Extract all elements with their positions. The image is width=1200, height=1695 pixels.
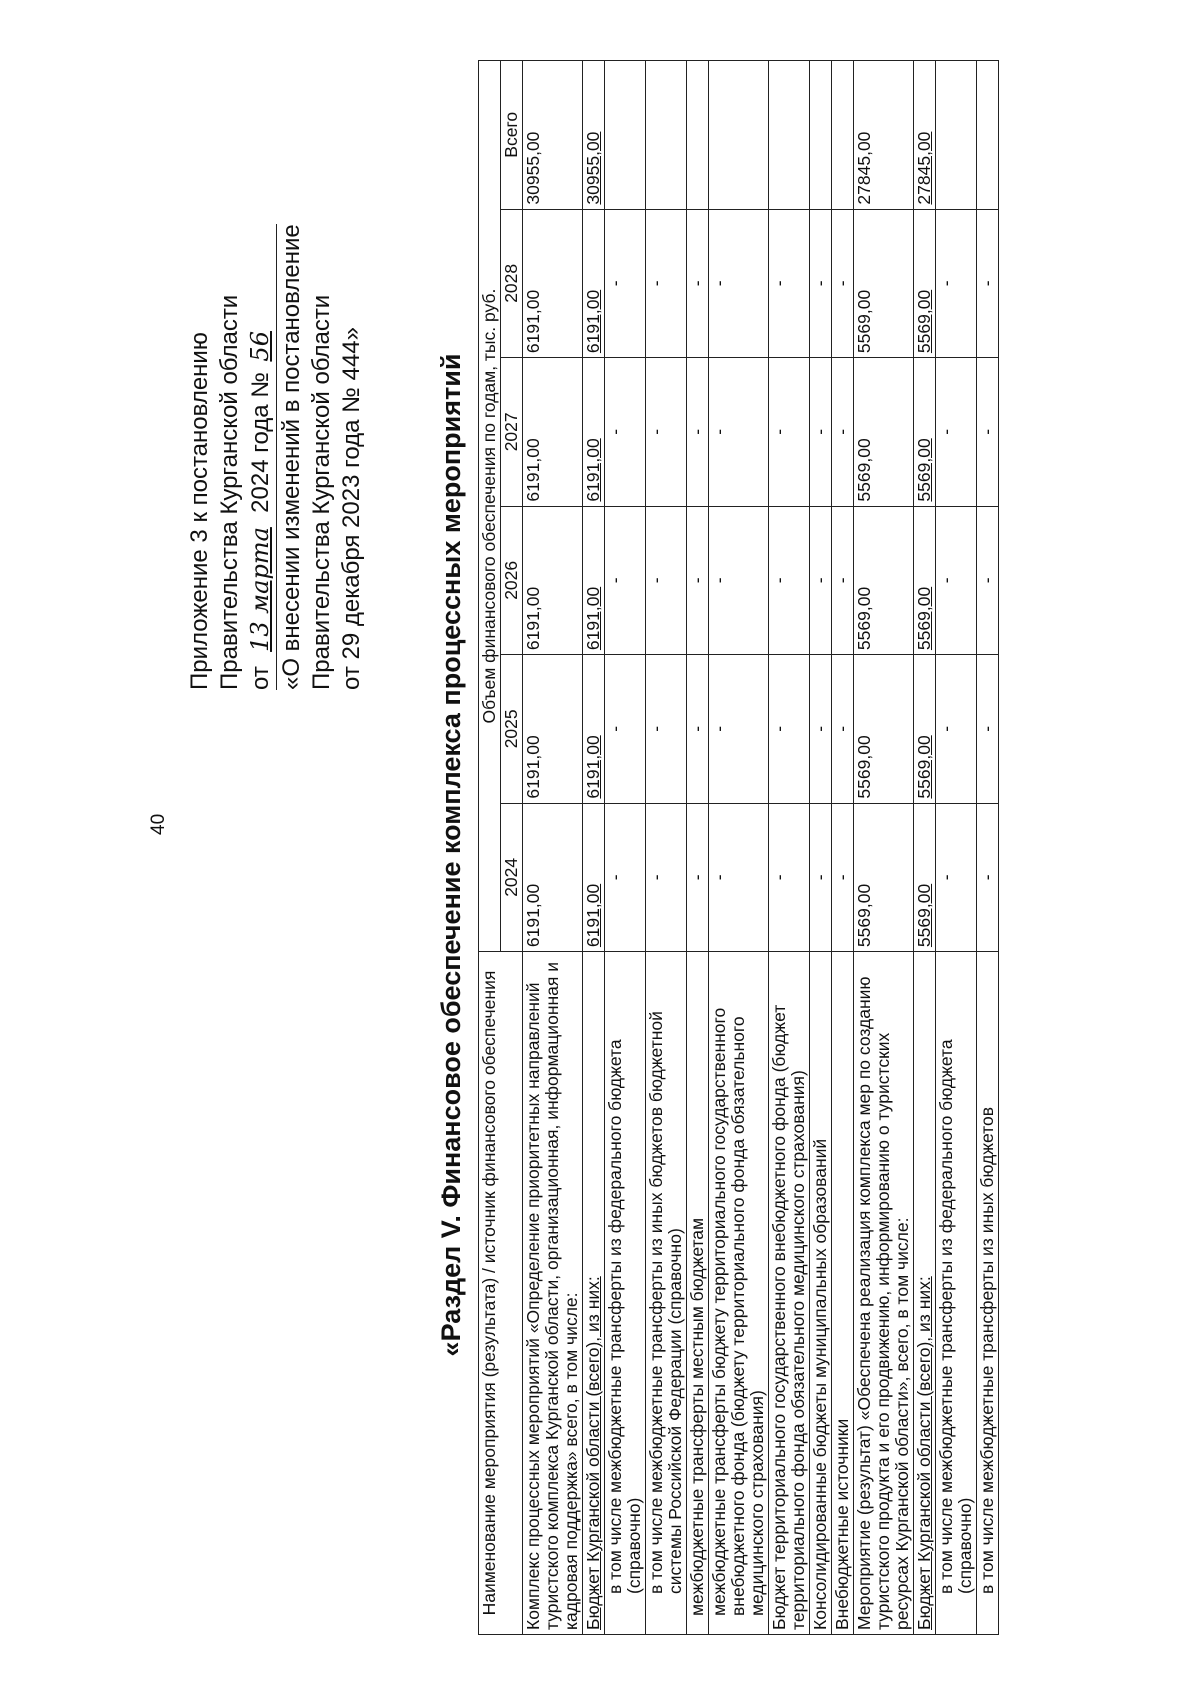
table-row [854,61,914,1635]
row-value: - [646,655,687,804]
row-value: - [687,209,709,358]
row-total [709,61,769,210]
annex-line-5: Правительства Курганской области [308,294,335,690]
table-row [583,61,605,1635]
row-value: - [810,209,832,358]
header-year: 2024 [501,803,523,952]
row-value: - [810,803,832,952]
row-value: - [687,358,709,507]
row-total [810,61,832,210]
row-total [936,61,977,210]
row-value: - [769,506,810,655]
row-value: 5569,00 [914,358,936,507]
row-name: Внебюджетные источники [832,952,854,1635]
row-value: - [605,803,646,952]
annex-line-3 [245,224,276,690]
row-value: 5569,00 [914,209,936,358]
page-number: 40 [148,813,169,835]
annex-line-6: от 29 декабря 2023 года № 444» [338,327,365,690]
table-row [523,61,583,1635]
row-value: 5569,00 [854,803,914,952]
table-row [605,61,646,1635]
header-name: Наименование мероприятия (результата) / источник финансового обеспечения [479,952,523,1635]
row-name: межбюджетные трансферты бюджету территориального государственного внебюджетного фонда (бюджету территориального фонда обязательного медицинского страхования) [709,952,769,1635]
table-row [687,61,709,1635]
section-title: «Раздел V. Финансовое обеспечение комплекса процессных мероприятий [436,353,466,1357]
row-value: 6191,00 [583,358,605,507]
row-name: межбюджетные трансферты местным бюджетам [687,952,709,1635]
row-name: Консолидированные бюджеты муниципальных образований [810,952,832,1635]
row-value: 6191,00 [523,358,583,507]
annex-line-4 [276,224,307,690]
row-value: - [769,209,810,358]
table-row [646,61,687,1635]
row-value: - [605,506,646,655]
row-value: 6191,00 [583,209,605,358]
table-row [977,61,999,1635]
row-name: Комплекс процессных мероприятий «Определение приоритетных направлений туристского комплекса Курганской области, организационная, информационная и кадровая поддержка» всего, в том числе: [523,952,583,1635]
row-value: - [709,655,769,804]
row-value: - [687,803,709,952]
row-value: - [709,358,769,507]
row-value: - [646,803,687,952]
row-total: 30955,00 [523,61,583,210]
row-total [605,61,646,210]
handwritten-number: 56 [246,331,274,362]
row-value: - [687,506,709,655]
annex-from-label: от [247,666,274,690]
table-row [810,61,832,1635]
row-value: - [936,358,977,507]
row-value: - [810,655,832,804]
row-name: в том числе межбюджетные трансферты из федерального бюджета (справочно) [605,952,646,1635]
handwritten-date: 13 марта [246,527,274,652]
row-total [687,61,709,210]
row-value: - [832,803,854,952]
header-year: 2028 [501,209,523,358]
row-value: 5569,00 [854,655,914,804]
financing-table [478,60,999,1635]
row-value: - [769,655,810,804]
header-year: 2026 [501,506,523,655]
row-value: - [832,506,854,655]
row-value: - [709,506,769,655]
row-value: - [709,209,769,358]
row-total: 30955,00 [583,61,605,210]
row-value: 5569,00 [854,358,914,507]
table-row [914,61,936,1635]
header-total: Всего [501,61,523,210]
row-value: - [646,506,687,655]
header-year: 2027 [501,358,523,507]
row-value: - [977,803,999,952]
row-value: - [646,358,687,507]
row-total [769,61,810,210]
row-value: - [977,358,999,507]
row-value: 6191,00 [583,655,605,804]
row-value: - [646,209,687,358]
row-name: Бюджет территориального государственного внебюджетного фонда (бюджет территориального фонда обязательного медицинского страхования) [769,952,810,1635]
row-value: - [769,358,810,507]
row-value: - [936,803,977,952]
row-value: - [687,655,709,804]
row-name: в том числе межбюджетные трансферты из иных бюджетов бюджетной системы Российской Федерации (справочно) [646,952,687,1635]
table-row [769,61,810,1635]
row-value: - [977,506,999,655]
row-name: Бюджет Курганской области (всего), из них: [583,952,605,1635]
row-value: - [605,358,646,507]
row-value: 6191,00 [583,803,605,952]
table-row [832,61,854,1635]
row-name: Мероприятие (результат) «Обеспечена реализация комплекса мер по созданию туристского продукта и его продвижению, информированию о туристских ресурсах Курганской области», всего, в том числе: [854,952,914,1635]
header-volume: Объем финансового обеспечения по годам, тыс. руб. [479,61,501,952]
row-value: - [832,655,854,804]
table-row [936,61,977,1635]
row-value: 6191,00 [523,655,583,804]
row-value: - [810,506,832,655]
table-header-row-1 [479,61,501,1635]
row-value: - [605,655,646,804]
row-value: 6191,00 [583,506,605,655]
row-name: Бюджет Курганской области (всего), из них: [914,952,936,1635]
row-total: 27845,00 [854,61,914,210]
row-total [832,61,854,210]
row-value: 6191,00 [523,506,583,655]
table-row [709,61,769,1635]
annex-line-2: Правительства Курганской области [216,294,243,690]
row-value: - [605,209,646,358]
row-total: 27845,00 [914,61,936,210]
row-value: 5569,00 [914,506,936,655]
row-value: 6191,00 [523,803,583,952]
row-value: - [769,803,810,952]
row-value: - [709,803,769,952]
row-value: - [810,358,832,507]
annex-line-4-text: «О внесении изменений в постановление [278,224,305,690]
row-name: в том числе межбюджетные трансферты из иных бюджетов [977,952,999,1635]
annex-year-label: 2024 года № [247,371,274,513]
row-value: 6191,00 [523,209,583,358]
row-value: - [832,209,854,358]
row-value: - [977,655,999,804]
annex-line-1: Приложение 3 к постановлению [186,332,213,690]
row-value: - [936,655,977,804]
row-name: в том числе межбюджетные трансферты из федерального бюджета (справочно) [936,952,977,1635]
row-value: - [936,209,977,358]
row-value: 5569,00 [854,506,914,655]
row-total [977,61,999,210]
row-value: 5569,00 [914,655,936,804]
header-year: 2025 [501,655,523,804]
row-value: - [832,358,854,507]
row-value: - [936,506,977,655]
row-value: 5569,00 [914,803,936,952]
row-value: 5569,00 [854,209,914,358]
row-total [646,61,687,210]
row-value: - [977,209,999,358]
annex-block [185,224,367,690]
